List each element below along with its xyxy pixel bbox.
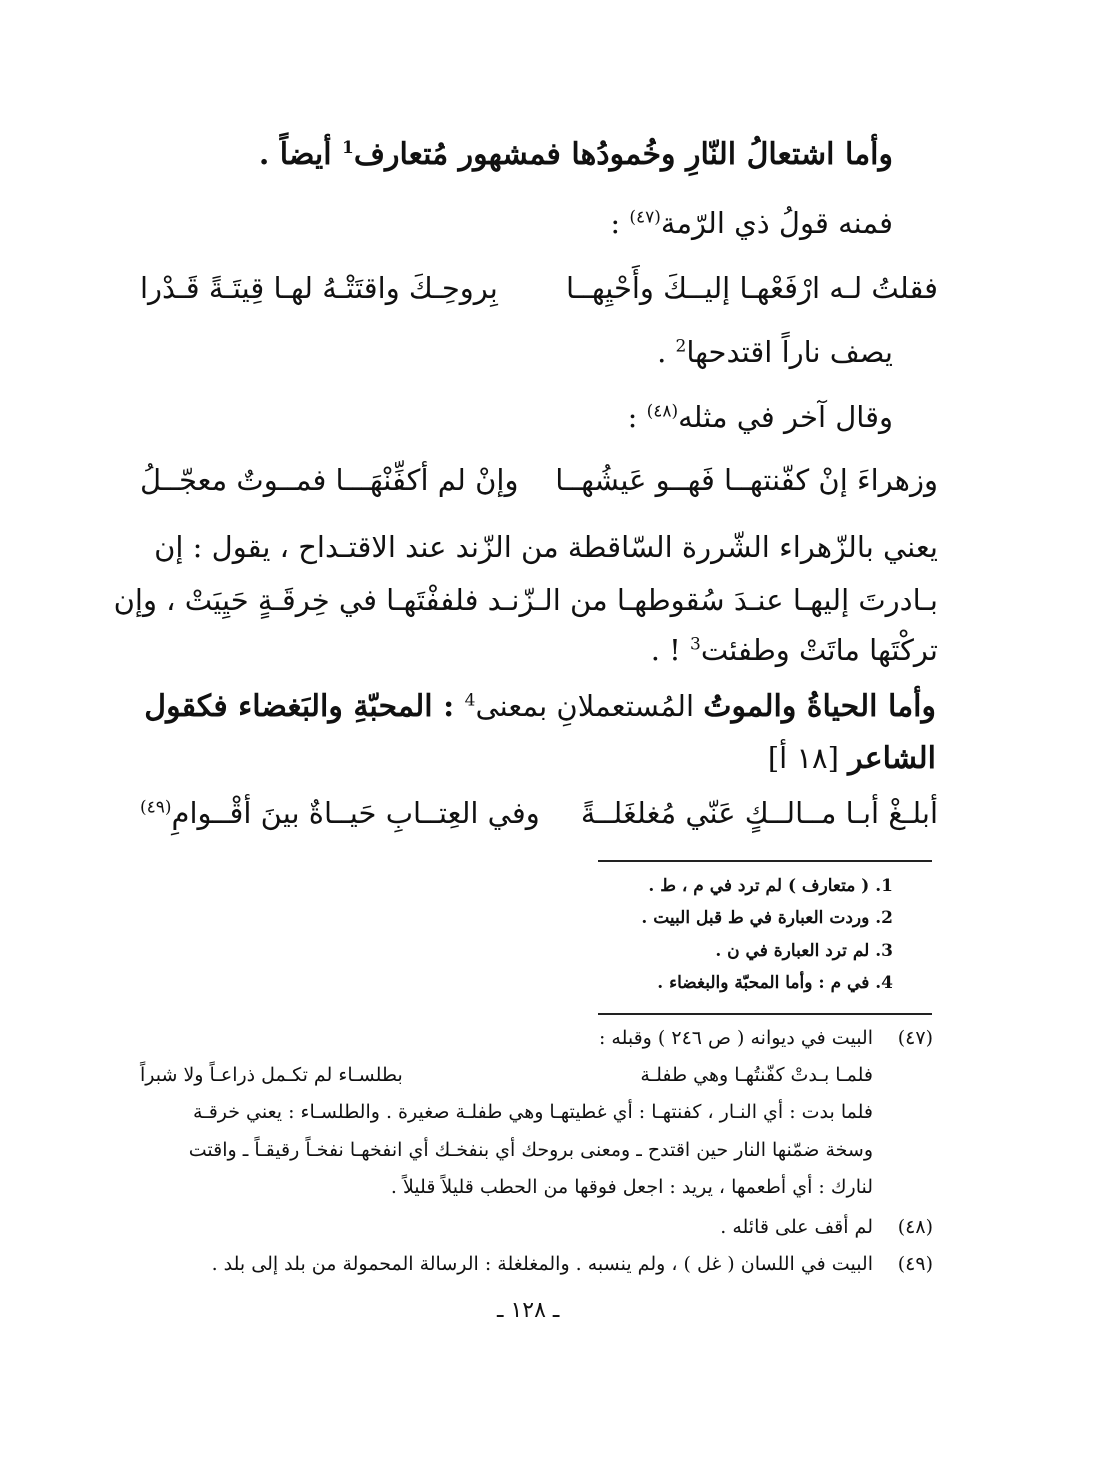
manuscript-folio-ref: [١٨ أ] xyxy=(767,741,849,775)
paragraph-2-line-2 xyxy=(768,738,936,779)
footnote-ref: (٤٧) xyxy=(629,207,661,228)
footnote-ref: (٤٨) xyxy=(646,401,679,422)
note-marker: 1 xyxy=(342,138,354,158)
body-text: أيضاً . xyxy=(258,137,343,172)
note-marker: 2 xyxy=(675,336,687,357)
variant-note-4: 4. في م : وأما المحبّة والبغضاء . xyxy=(657,973,893,993)
footnotes-divider xyxy=(598,1013,932,1015)
paragraph-2-line-1 xyxy=(144,686,936,727)
verse-3-first-hemistich: أبلـغْ أبـا مــالــكٍ عَنّي مُغلغَلــةً xyxy=(580,796,938,830)
note-marker: 3 xyxy=(690,634,701,655)
body-text: المُستعملانِ بمعنى xyxy=(475,689,704,723)
footnote-47-line-3: وسخة ضمّنها النار حين اقتدح ـ ومعنى بروحك أي بنفخـك أي انفخهـا نفخـاً رقيقـاً ـ واقتت xyxy=(188,1139,873,1161)
footnote-47-verse-second: بطلسـاء لم تكـمل ذراعـاً ولا شبراً xyxy=(140,1064,403,1086)
footnote-49-line-1: البيت في اللسان ( غل ) ، ولم ينسبه . والمغلغلة : الرسالة المحمولة من بلد إلى بلد . xyxy=(211,1253,873,1275)
variant-note-3: 3. لم ترد العبارة في ن . xyxy=(715,941,893,961)
page-number: ـ ١٢٨ ـ xyxy=(497,1298,560,1323)
note-marker: 4 xyxy=(464,690,476,711)
body-text-bold: وأما الحياةُ والموتُ xyxy=(703,689,936,724)
body-text-bold: الشاعر xyxy=(848,741,936,776)
footnote-47-line-1: البيت في ديوانه ( ص ٢٤٦ ) وقبله : xyxy=(598,1027,873,1049)
paragraph-1-line-2: بـادرتَ إليهـا عنـدَ سُقوطهـا من الـزّنـد فلففْتَهـا في خِرقَـةٍ حَيِيَتْ ، وإن xyxy=(113,583,938,617)
footnote-47-number: (٤٧) xyxy=(897,1027,933,1049)
body-line-2 xyxy=(610,203,893,243)
footnote-48-line-1: لم أقف على قائله . xyxy=(720,1216,873,1238)
footnote-ref: (٤٩) xyxy=(140,797,172,818)
body-text: . xyxy=(657,335,676,369)
verse-1-first-hemistich: فقلتُ لـه ارْفَعْهـا إليــكَ وأَحْيِهــا xyxy=(566,271,938,305)
verse-3-second-hemistich xyxy=(140,793,540,833)
footnote-47-verse-first: فلمـا بـدتْ كفّنتُهـا وهي طفلـة xyxy=(640,1064,873,1086)
body-text: : xyxy=(627,400,647,434)
verse-2-first-hemistich: وزهراءَ إنْ كفّنتهــا فَهــو عَيشُهــا xyxy=(555,463,938,497)
footnote-47-line-2: فلما بدت : أي النـار ، كفنتهـا : أي غطيتهـا وهي طفلـة صغيرة . والطلسـاء : يعني خرقـة xyxy=(192,1101,873,1123)
body-text: ! . xyxy=(650,633,690,667)
variant-note-1: 1. ( متعارف ) لم ترد في م ، ط . xyxy=(648,876,893,896)
footnote-48-number: (٤٨) xyxy=(897,1216,933,1238)
footnote-47-line-4: لنارك : أي أطعمها ، يريد : اجعل فوقها من الحطب قليلاً قليلاً . xyxy=(390,1176,873,1198)
body-line-4 xyxy=(628,397,893,437)
body-text: تركْتَها ماتَتْ وطفئت xyxy=(700,633,938,667)
verse-2-second-hemistich: وإنْ لم أكفِّنْهَـــا فمــوتٌ معجّــلُ xyxy=(140,463,519,497)
body-text: وقال آخر في مثله xyxy=(678,400,893,434)
body-text: فمنه قولُ ذي الرّمة xyxy=(660,206,893,240)
body-text: يصف ناراً اقتدحها xyxy=(686,335,893,369)
body-line-3 xyxy=(657,332,893,372)
notes-divider xyxy=(598,860,932,862)
variant-note-2: 2. وردت العبارة في ط قبل البيت . xyxy=(641,908,893,928)
paragraph-1-line-3 xyxy=(651,630,938,670)
body-text: وأما اشتعالُ النّارِ وخُمودُها فمشهور مُتعارف xyxy=(353,137,893,172)
paragraph-1-line-1: يعني بالزّهراء الشّررة السّاقطة من الزّند عند الاقتـداح ، يقول : إن xyxy=(154,530,938,564)
body-text: وفي العِتــابِ حَيــاةٌ بينَ أقْــوامِ xyxy=(171,796,540,830)
body-line-1 xyxy=(259,135,893,175)
body-text-bold: : المحبّةِ والبَغضاء فكقول xyxy=(144,689,465,724)
footnote-49-number: (٤٩) xyxy=(897,1253,933,1275)
body-text: : xyxy=(610,206,630,240)
verse-1-second-hemistich: بِروحِـكَ واقتَتْـهُ لهـا قِيتَـةً قَـدْرا xyxy=(140,271,498,305)
